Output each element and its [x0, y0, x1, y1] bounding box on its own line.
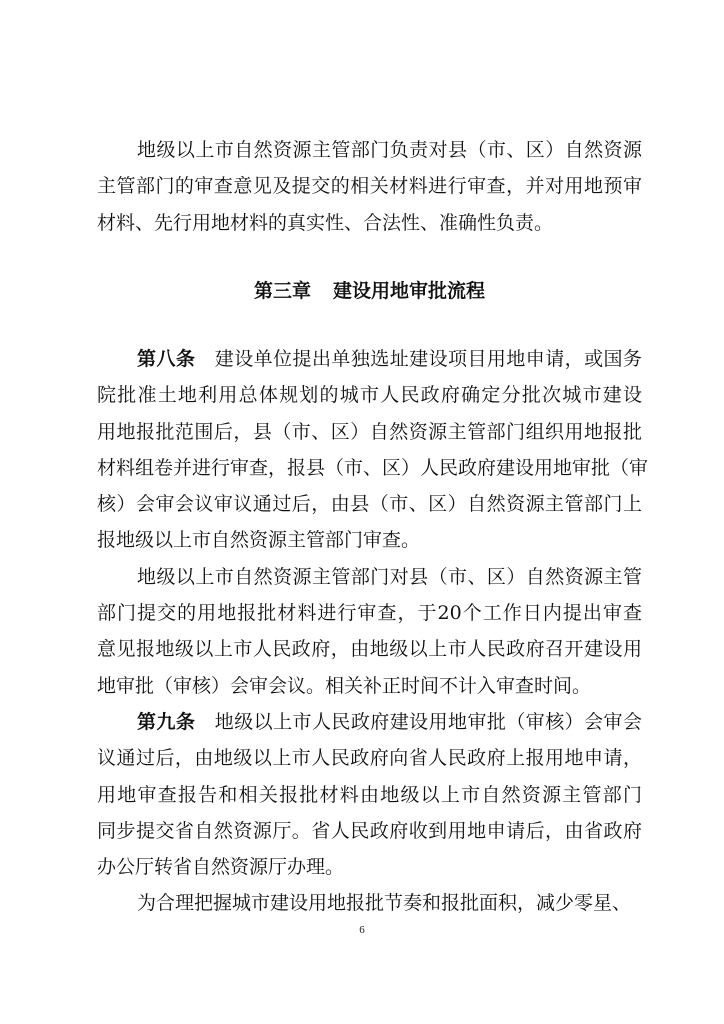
chapter-number: 第三章 — [253, 280, 311, 302]
paragraph-line — [97, 341, 642, 377]
paragraph-line: 报地级以上市自然资源主管部门审查。 — [97, 529, 421, 552]
paragraph-line: 部门提交的用地报批材料进行审查，于20个工作日内提出审查 — [97, 602, 642, 625]
article-text: 地级以上市人民政府建设用地审批（审核）会审会 — [214, 710, 642, 733]
article-8 — [97, 341, 649, 922]
paragraph-line: 办公厅转省自然资源厅办理。 — [97, 856, 345, 879]
paragraph-line: 地级以上市自然资源主管部门负责对县（市、区）自然资源 — [137, 139, 642, 161]
article-text: 建设单位提出单独选址建设项目用地申请，或国务 — [214, 348, 642, 370]
paragraph-line: 同步提交省自然资源厅。省人民政府收到用地申请后，由省政府 — [97, 819, 642, 842]
paragraph-line: 材料组卷并进行审查，报县（市、区）人民政府建设用地审批（审 — [97, 456, 649, 479]
chapter-title: 建设用地审批流程 — [333, 280, 486, 302]
paragraph-line: 用地报批范围后，县（市、区）自然资源主管部门组织用地报批 — [97, 420, 642, 443]
paragraph-line: 意见报地级以上市人民政府，由地级以上市人民政府召开建设用 — [97, 638, 642, 661]
paragraph-line: 用地审查报告和相关报批材料由地级以上市自然资源主管部门 — [97, 783, 642, 806]
chapter-heading — [97, 275, 642, 307]
paragraph-line — [97, 704, 642, 740]
paragraph-line: 主管部门的审查意见及提交的相关材料进行审查，并对用地预审 — [97, 175, 642, 198]
paragraph-review-responsibility — [97, 132, 642, 241]
paragraph-line: 院批准土地利用总体规划的城市人民政府确定分批次城市建设 — [97, 384, 642, 407]
paragraph-line: 为合理把握城市建设用地报批节奏和报批面积，减少零星、 — [137, 892, 632, 915]
article-label: 第九条 — [137, 710, 196, 733]
paragraph-line: 地级以上市自然资源主管部门对县（市、区）自然资源主管 — [137, 565, 642, 588]
page-number: 6 — [359, 924, 365, 936]
paragraph-line: 核）会审会议审议通过后，由县（市、区）自然资源主管部门上 — [97, 493, 642, 516]
article-label: 第八条 — [137, 348, 196, 370]
paragraph-line: 材料、先行用地材料的真实性、合法性、准确性负责。 — [97, 211, 554, 234]
paragraph-line: 议通过后，由地级以上市人民政府向省人民政府上报用地申请， — [97, 747, 642, 770]
paragraph-line: 地审批（审核）会审会议。相关补正时间不计入审查时间。 — [97, 674, 592, 697]
